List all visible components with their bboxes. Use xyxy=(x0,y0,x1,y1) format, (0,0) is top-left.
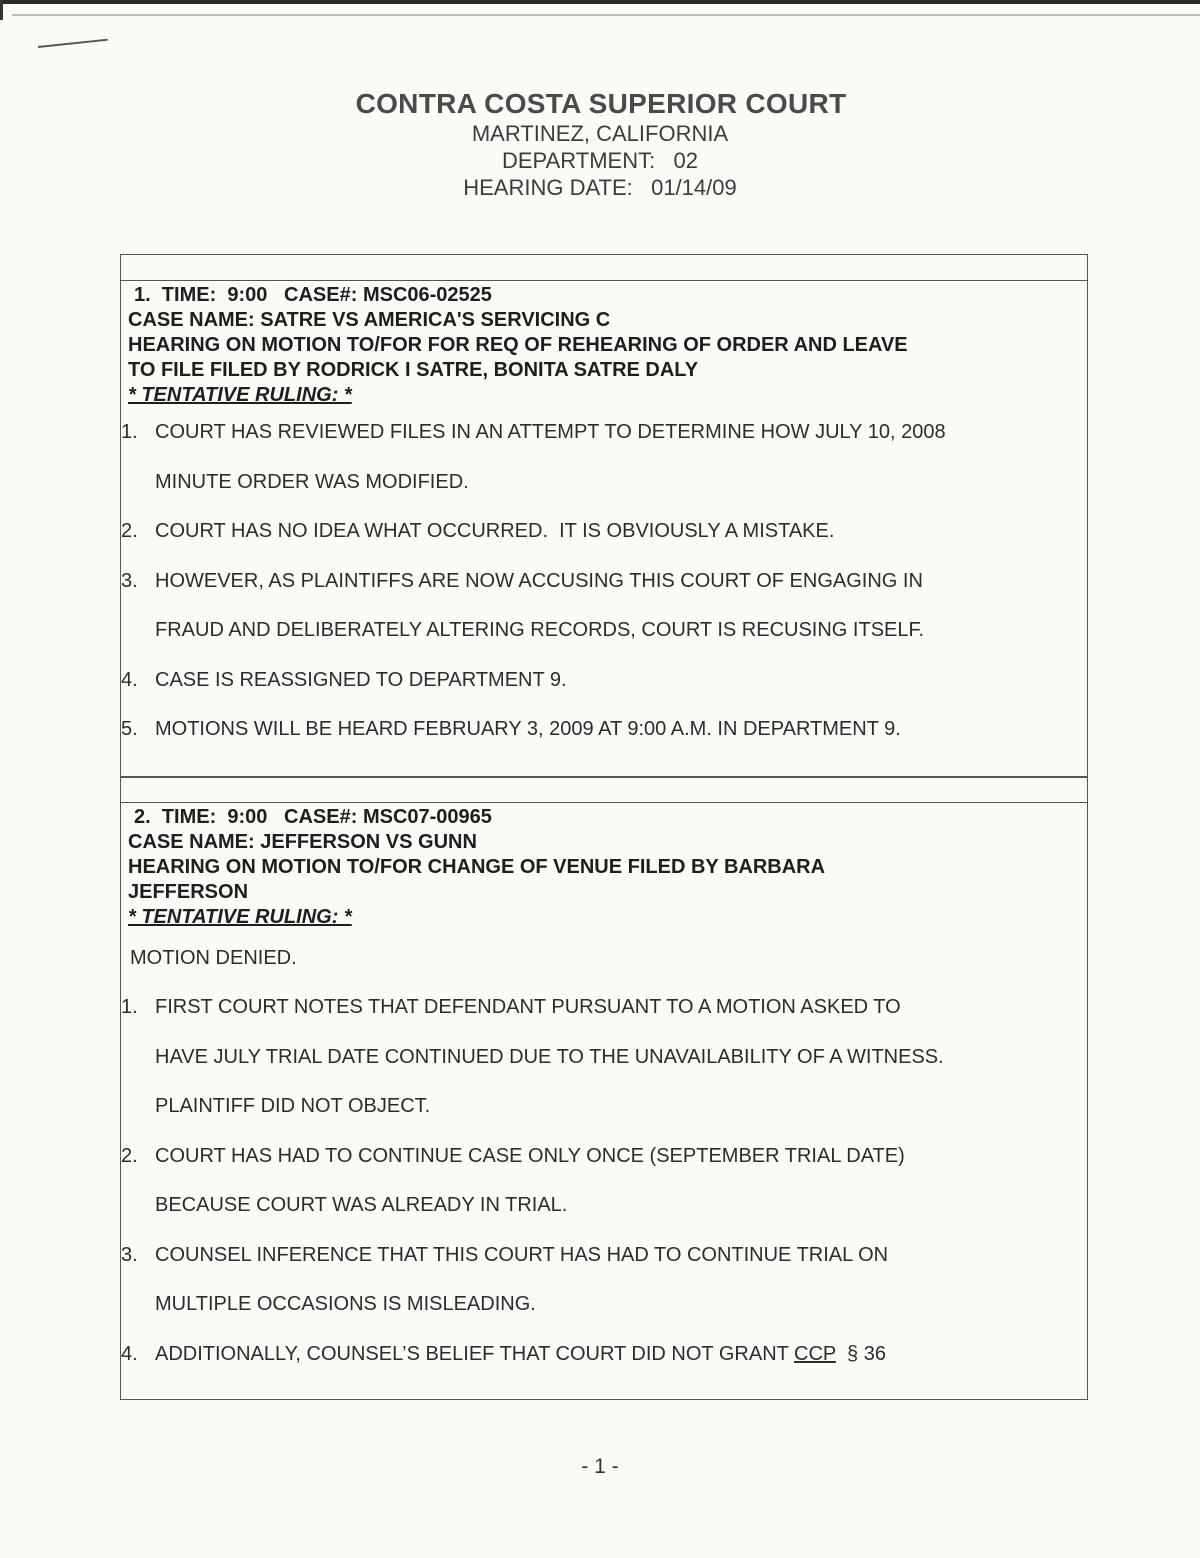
pen-mark xyxy=(38,39,108,48)
ruling-item xyxy=(121,705,1087,755)
hearing-line: TO FILE FILED BY RODRICK I SATRE, BONITA SATRE DALY xyxy=(128,359,699,381)
case-header xyxy=(121,281,1087,408)
tentative-ruling-label: * TENTATIVE RULING: * xyxy=(128,384,352,406)
scan-edge-left xyxy=(0,0,3,20)
item-text: PLAINTIFF DID NOT OBJECT. xyxy=(155,1095,431,1117)
item-number: 1. xyxy=(121,421,138,443)
ruling-item xyxy=(121,656,1087,706)
item-number: 3. xyxy=(121,569,138,592)
hearing-line: JEFFERSON xyxy=(128,881,249,903)
ruling-item xyxy=(121,557,1087,656)
case-separator xyxy=(121,777,1087,803)
hearing-date: HEARING DATE: 01/14/09 xyxy=(463,175,737,200)
scan-edge-top xyxy=(0,0,1200,4)
ruling-item xyxy=(121,1231,1087,1330)
item-text: COUNSEL INFERENCE THAT THIS COURT HAS HAD TO CONTINUE TRIAL ON xyxy=(155,1243,889,1266)
hearing-line: HEARING ON MOTION TO/FOR CHANGE OF VENUE FILED BY BARBARA xyxy=(128,856,826,878)
item-text: FRAUD AND DELIBERATELY ALTERING RECORDS, COURT IS RECUSING ITSELF. xyxy=(155,619,925,641)
item-number: 4. xyxy=(121,1342,138,1365)
item-text: FIRST COURT NOTES THAT DEFENDANT PURSUANT TO A MOTION ASKED TO xyxy=(155,996,901,1018)
hearing-line: HEARING ON MOTION TO/FOR FOR REQ OF REHEARING OF ORDER AND LEAVE xyxy=(128,334,908,356)
item-text: MULTIPLE OCCASIONS IS MISLEADING. xyxy=(155,1293,536,1315)
case-entry-1 xyxy=(120,254,1088,778)
ruling-list xyxy=(121,408,1087,755)
item-text: BECAUSE COURT WAS ALREADY IN TRIAL. xyxy=(155,1194,568,1216)
case-heading: 2. TIME: 9:00 CASE#: MSC07-00965 xyxy=(134,806,492,828)
case-name: CASE NAME: JEFFERSON VS GUNN xyxy=(128,831,477,853)
court-location: MARTINEZ, CALIFORNIA xyxy=(471,121,729,146)
case-heading: 1. TIME: 9:00 CASE#: MSC06-02525 xyxy=(134,284,492,306)
document-header xyxy=(0,88,1200,201)
case-name: CASE NAME: SATRE VS AMERICA'S SERVICING C xyxy=(128,309,611,331)
ccp-citation: CCP xyxy=(794,1342,836,1365)
case-entry-2 xyxy=(120,776,1088,1400)
item-text: COURT HAS REVIEWED FILES IN AN ATTEMPT TO DETERMINE HOW JULY 10, 2008 xyxy=(155,421,946,443)
item-number: 2. xyxy=(121,1144,138,1167)
item-text: HOWEVER, AS PLAINTIFFS ARE NOW ACCUSING THIS COURT OF ENGAGING IN xyxy=(155,569,923,592)
ruling-item xyxy=(121,983,1087,1132)
item-number: 2. xyxy=(121,520,138,542)
ruling-decision: MOTION DENIED. xyxy=(130,947,297,969)
item-text xyxy=(121,1330,1087,1380)
item-text: HAVE JULY TRIAL DATE CONTINUED DUE TO THE UNAVAILABILITY OF A WITNESS. xyxy=(155,1045,944,1068)
item-number: 4. xyxy=(121,668,138,691)
tentative-ruling-label: * TENTATIVE RULING: * xyxy=(128,906,352,928)
ruling-item xyxy=(121,1330,1087,1380)
scan-edge-shadow xyxy=(12,14,1200,16)
item-text-suffix: § 36 xyxy=(835,1342,886,1365)
court-title: CONTRA COSTA SUPERIOR COURT xyxy=(355,88,847,119)
case-separator xyxy=(121,255,1087,281)
ruling-item xyxy=(121,1132,1087,1231)
department: DEPARTMENT: 02 xyxy=(501,148,698,173)
item-text: COURT HAS NO IDEA WHAT OCCURRED. IT IS OBVIOUSLY A MISTAKE. xyxy=(155,520,835,542)
ruling-item xyxy=(121,507,1087,557)
page-number: - 1 - xyxy=(581,1455,619,1478)
item-text: COURT HAS HAD TO CONTINUE CASE ONLY ONCE (SEPTEMBER TRIAL DATE) xyxy=(155,1144,905,1167)
ruling-list xyxy=(121,983,1087,1379)
item-number: 5. xyxy=(121,718,138,740)
ruling-item xyxy=(121,408,1087,507)
item-text: MINUTE ORDER WAS MODIFIED. xyxy=(155,470,469,493)
item-number: 3. xyxy=(121,1243,138,1266)
item-text: CASE IS REASSIGNED TO DEPARTMENT 9. xyxy=(155,668,567,691)
item-number: 1. xyxy=(121,996,138,1018)
item-text: MOTIONS WILL BE HEARD FEBRUARY 3, 2009 AT 9:00 A.M. IN DEPARTMENT 9. xyxy=(155,718,901,740)
item-text-prefix: ADDITIONALLY, COUNSEL’S BELIEF THAT COURT DID NOT GRANT xyxy=(155,1342,795,1365)
case-header xyxy=(121,803,1087,930)
